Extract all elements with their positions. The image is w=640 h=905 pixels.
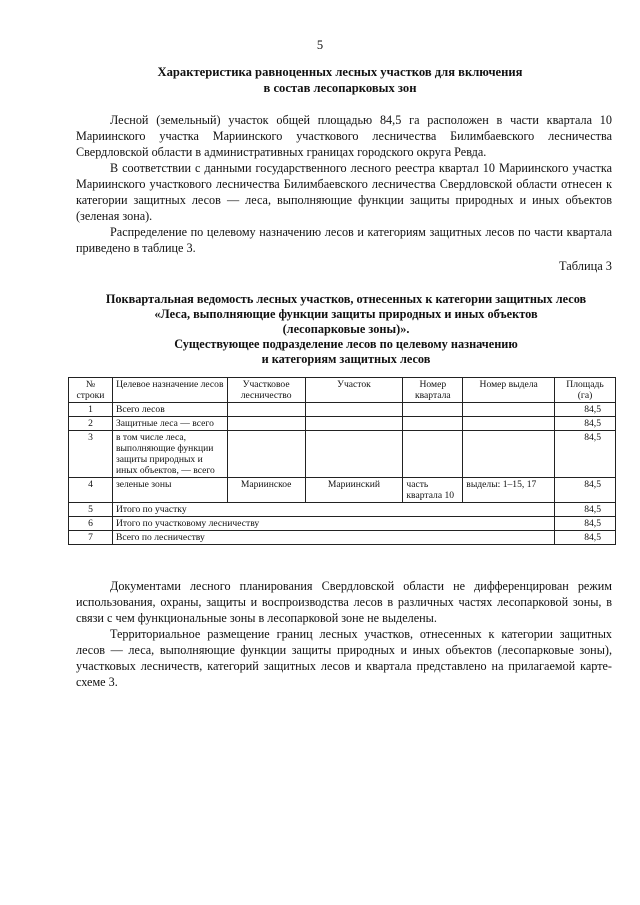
- cell-area: 84,5: [555, 431, 616, 478]
- closing-paragraph: Документами лесного планирования Свердловской области не дифференцирован режим использования, охраны, защиты и воспроизводства лесов в различных частях лесопарковой зоны, в связи с чем функциональные зоны в лесопарковой зоне не выделены.: [76, 579, 612, 625]
- header-quarter: Номер квартала: [403, 378, 463, 403]
- cell-num: 1: [69, 403, 113, 417]
- cell-num: 4: [69, 478, 113, 503]
- forest-plot-table: [68, 377, 616, 545]
- header-area: Площадь (га): [555, 378, 616, 403]
- page-number: 5: [316, 38, 324, 52]
- table-heading-line: «Леса, выполняющие функции защиты природных и иных объектов: [154, 307, 538, 321]
- cell-area: 84,5: [555, 503, 616, 517]
- table-row: [69, 417, 616, 431]
- cell-total-label: Итого по участку: [112, 503, 554, 517]
- table-label: Таблица 3: [559, 259, 612, 273]
- cell-area: 84,5: [555, 531, 616, 545]
- cell-purpose: в том числе леса, выполняющие функции защиты природных и иных объектов, — всего: [112, 431, 227, 478]
- header-plot: Номер выдела: [463, 378, 555, 403]
- table-heading-line: Поквартальная ведомость лесных участков, отнесенных к категории защитных лесов: [105, 292, 587, 306]
- intro-paragraph: Распределение по целевому назначению лесов и категориям защитных лесов по части квартала приведено в таблице 3.: [76, 225, 612, 255]
- table-row: [69, 478, 616, 503]
- table-row: [69, 431, 616, 478]
- closing-text: [76, 578, 612, 690]
- cell-purpose: Защитные леса — всего: [112, 417, 227, 431]
- cell-num: 6: [69, 517, 113, 531]
- title-line-1: Характеристика равноценных лесных участков для включения: [157, 65, 523, 79]
- cell-total-label: Всего по лесничеству: [112, 531, 554, 545]
- cell-area: 84,5: [555, 417, 616, 431]
- table-heading: [70, 292, 622, 367]
- header-section: Участок: [305, 378, 403, 403]
- cell-quarter: часть квартала 10: [403, 478, 463, 503]
- cell-num: 7: [69, 531, 113, 545]
- document-title: [120, 64, 560, 96]
- cell-section: Мариинский: [305, 478, 403, 503]
- intro-paragraph: В соответствии с данными государственного лесного реестра квартал 10 Мариинского участка Мариинского участкового лесничества Билимбаевского лесничества Свердловской области отнесен к категории защитных лесов — леса, выполняющие функции защиты природных и иных объектов (зеленая зона).: [76, 161, 612, 223]
- table-row: [69, 531, 616, 545]
- cell-num: 5: [69, 503, 113, 517]
- cell-plot: выделы: 1–15, 17: [463, 478, 555, 503]
- cell-area: 84,5: [555, 403, 616, 417]
- closing-paragraph: Территориальное размещение границ лесных участков, отнесенных к категории защитных лесов — леса, выполняющие функции защиты природных и иных объектов (лесопарковые зоны), участковых лесничеств, категорий защитных лесов и квартала представлено на прилагаемой карте-схеме 3.: [76, 627, 612, 689]
- table-row: [69, 503, 616, 517]
- table-row: [69, 403, 616, 417]
- header-num: № строки: [69, 378, 113, 403]
- header-forestry: Участковое лесничество: [227, 378, 305, 403]
- cell-total-label: Итого по участковому лесничеству: [112, 517, 554, 531]
- intro-paragraph: Лесной (земельный) участок общей площадью 84,5 га расположен в части квартала 10 Мариинского участка Мариинского участкового лесничества Билимбаевского лесничества Свердловской области в административных границах городского округа Ревда.: [76, 113, 612, 159]
- cell-area: 84,5: [555, 517, 616, 531]
- cell-purpose: зеленые зоны: [112, 478, 227, 503]
- table-header-row: [69, 378, 616, 403]
- cell-area: 84,5: [555, 478, 616, 503]
- cell-forestry: Мариинское: [227, 478, 305, 503]
- title-line-2: в состав лесопарковых зон: [263, 81, 417, 95]
- intro-text: [76, 112, 612, 256]
- table-heading-line: (лесопарковые зоны)».: [282, 322, 410, 336]
- table-heading-line: Существующее подразделение лесов по целевому назначению: [174, 337, 518, 351]
- cell-num: 3: [69, 431, 113, 478]
- table-row: [69, 517, 616, 531]
- cell-num: 2: [69, 417, 113, 431]
- header-purpose: Целевое назначение лесов: [112, 378, 227, 403]
- table-heading-line: и категориям защитных лесов: [261, 352, 431, 366]
- cell-purpose: Всего лесов: [112, 403, 227, 417]
